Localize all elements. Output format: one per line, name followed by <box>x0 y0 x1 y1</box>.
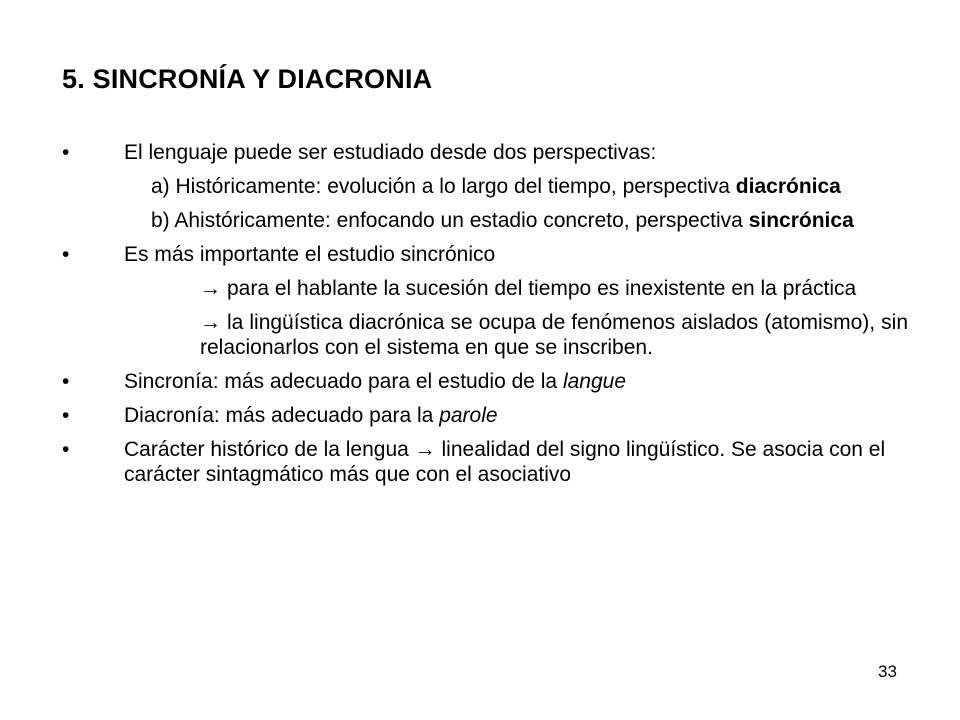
right-arrow-icon: → <box>200 311 221 334</box>
bullet-item <box>62 140 908 165</box>
bullet-icon: • <box>62 438 70 461</box>
perspective-term: sincrónica <box>748 209 854 232</box>
perspective-text: b) Ahistóricamente: enfocando un estadio concreto, perspectiva <box>151 209 749 232</box>
perspective-text: a) Históricamente: evolución a lo largo del tiempo, perspectiva <box>151 175 736 198</box>
page-number: 33 <box>878 662 897 681</box>
bullet-item <box>62 369 908 394</box>
reason-text: para el hablante la sucesión del tiempo es inexistente en la práctica <box>227 277 857 300</box>
bullet-icon: • <box>62 141 70 164</box>
bullet-term: langue <box>562 370 627 393</box>
bullet-text: Carácter histórico de la lengua <box>124 438 415 461</box>
right-arrow-icon: → <box>414 438 436 461</box>
bullet-icon: • <box>62 370 70 393</box>
reason-text: la lingüística diacrónica se ocupa de fenómenos aislados (atomismo), sin relacionarlos con el sistema en que se inscriben. <box>200 311 908 359</box>
bullet-icon: • <box>62 243 70 266</box>
bullet-text-continued: linealidad del signo lingüístico. Se asocia con el carácter sintagmático más que con el asociativo <box>124 438 886 486</box>
bullet-item <box>62 242 908 267</box>
reason-line <box>196 310 908 360</box>
bullet-term: parole <box>439 404 498 427</box>
bullet-item <box>62 403 908 428</box>
bullet-text: El lenguaje puede ser estudiado desde dos perspectivas: <box>124 141 657 164</box>
reason-line <box>196 276 856 301</box>
bullet-item <box>62 437 908 487</box>
bullet-text: Diacronía: más adecuado para la <box>124 404 440 427</box>
slide-content <box>62 140 908 496</box>
reason-item <box>62 310 908 360</box>
reason-item <box>62 276 908 301</box>
perspective-item <box>62 208 908 233</box>
bullet-icon: • <box>62 404 70 427</box>
bullet-text: Es más importante el estudio sincrónico <box>124 243 496 266</box>
perspective-term: diacrónica <box>735 175 841 198</box>
slide-title: 5. SINCRONÍA Y DIACRONIA <box>62 64 433 94</box>
perspective-item <box>62 174 908 199</box>
right-arrow-icon: → <box>200 277 221 300</box>
bullet-text: Sincronía: más adecuado para el estudio de la <box>124 370 563 393</box>
